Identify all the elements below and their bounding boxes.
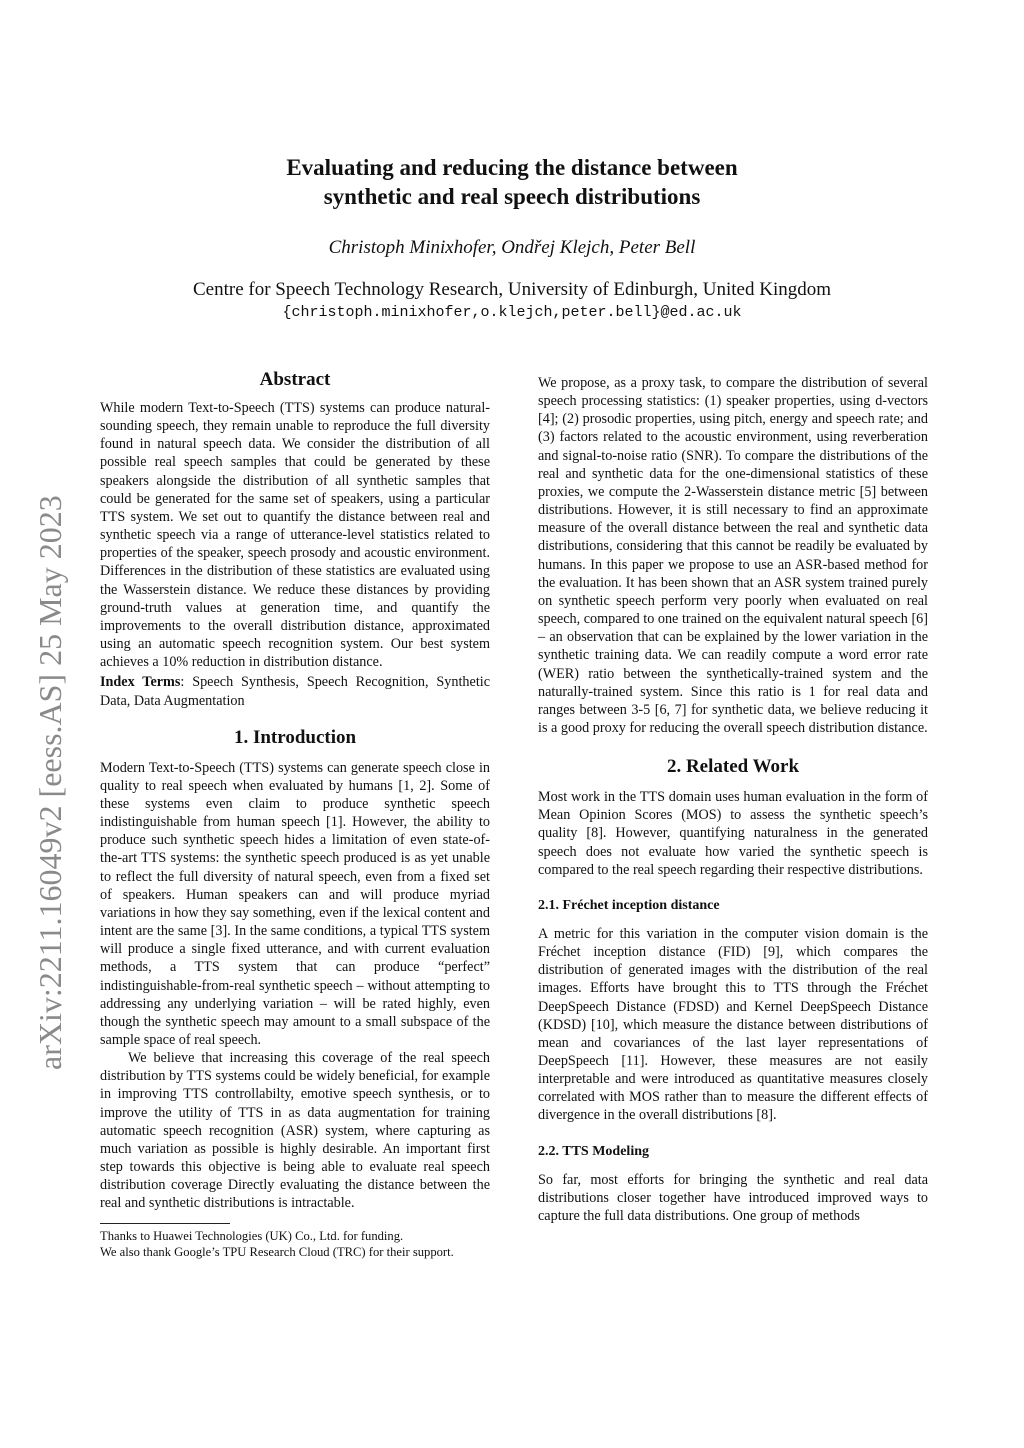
footnote-tpu: We also thank Google’s TPU Research Cloud (TRC) for their support. — [100, 1244, 454, 1259]
index-terms-list: : Speech Synthesis, Speech Recognition, Synthetic Data, Data Augmentation — [100, 674, 490, 709]
right-column — [538, 374, 928, 1225]
left-column — [100, 367, 490, 1260]
fid-paragraph: A metric for this variation in the computer vision domain is the Fréchet inception distance (FID) [9], which compares the distribution of generated images with the distribution of the real images. Efforts have brought this to TTS through the Fréchet DeepSpeech Distance (FDSD) and Kernel DeepSpeech Distance (KDSD) [10], which measure the distance between distributions of mean and covariances of the last layer representations of DeepSpeech [11]. However, these measures are not easily interpretable and were introduced as quantitative measures closely correlated with MOS rather than to measure the different effects of divergence in the overall distributions [8]. — [538, 925, 928, 1124]
title-line-1: Evaluating and reducing the distance between — [286, 155, 738, 180]
arxiv-identifier: arXiv:2211.16049v2 [eess.AS] 25 May 2023 — [32, 495, 68, 1070]
abstract-heading: Abstract — [259, 369, 331, 390]
intro-paragraph-2: We believe that increasing this coverage of the real speech distribution by TTS systems could be widely beneficial, for example in improving TTS controllabilty, emotive speech synthesis, or to improve the utility of TTS in as data augmentation for training automatic speech recognition (ASR) system, where capturing as much variation as possible is highly desirable. An important first step towards this objective is being able to evaluate real speech distribution coverage Directly evaluating the distance between the real and synthetic distributions is intractable. — [100, 1050, 490, 1212]
section-heading-related-work: 2. Related Work — [666, 756, 800, 778]
paper-title — [0, 153, 1024, 211]
author-emails: {christoph.minixhofer,o.klejch,peter.bell}@ed.ac.uk — [282, 304, 742, 321]
intro-paragraph-3: We propose, as a proxy task, to compare the distribution of several speech processing statistics: (1) speaker properties, using d-vectors [4]; (2) prosodic properties, using pitch, energy and speech rate; and (3) factors related to the acoustic environment, using reverberation and signal-to-noise ratio (SNR). To compare the distributions of the real and synthetic data for the one-dimensional statistics of these proxies, we compute the 2-Wasserstein distance metric [5] between distributions. However, it is still necessary to find an approximate measure of the overall distance between the real and synthetic data distributions, considering that this cannot be readily be evaluated by humans. In this paper we propose to use an ASR-based method for the evaluation. It has been shown that an ASR system trained purely on synthetic speech perform very poorly when evaluated on real speech, compared to one trained on the equivalent natural speech [6] – an observation that can be explained by the lower variation in the synthetic training data. We can readily compute a word error rate (WER) ratio between the synthetically-trained system and the naturally-trained system. Since this ratio is 1 for real data and ranges between 3-5 [6, 7] for synthetic data, we believe reducing it is a good proxy for reducing the overall speech distribution distance. — [538, 375, 928, 736]
abstract-text: While modern Text-to-Speech (TTS) systems can produce natural-sounding speech, they remain unable to reproduce the full diversity found in natural speech data. We consider the distribution of all possible real speech samples that could be generated by these speakers alongside the distribution of all synthetic samples that could be generated for the same set of speakers, using a particular TTS system. We set out to quantify the distance between real and synthetic speech via a range of utterance-level statistics related to properties of the speaker, speech prosody and acoustic environment. Differences in the distribution of these statistics are evaluated using the Wasserstein distance. We reduce these distances by providing ground-truth values at generation time, and quantify the improvements to the overall distribution distance, approximated using an automatic speech recognition system. Our best system achieves a 10% reduction in distribution distance. — [100, 400, 490, 671]
intro-paragraph-1: Modern Text-to-Speech (TTS) systems can generate speech close in quality to real speech when evaluated by humans [1, 2]. Some of these systems even claim to produce synthetic speech indistinguishable from human speech [1]. However, the ability to produce such synthetic speech hides a limitation of even state-of-the-art TTS systems: the synthetic speech produced is as yet unable to reflect the full diversity of natural speech, even from a fixed set of speakers. Human speakers can and will produce myriad variations in how they say something, even if the lexical content and intent are the same [3]. In the same conditions, a typical TTS system will produce a single fixed utterance, and with current evaluation methods, a TTS system that can produce “perfect” indistinguishable-from-real synthetic speech – without attempting to addressing any underlying variation – will be rated highly, even though the synthetic speech may amount to a small subspace of the sample space of real speech. — [100, 759, 490, 1048]
footnotes — [100, 1228, 490, 1260]
related-paragraph-1: Most work in the TTS domain uses human evaluation in the form of Mean Opinion Scores (MOS) to assess the synthetic speech’s quality [8]. However, quantifying naturalness in the generated speech does not evaluate how varied the synthetic speech is compared to the real speech regarding their respective distributions. — [538, 789, 928, 878]
section-heading-introduction: 1. Introduction — [233, 726, 357, 748]
footnote-funding: Thanks to Huawei Technologies (UK) Co., Ltd. for funding. — [100, 1228, 404, 1243]
footnote-divider — [100, 1223, 230, 1224]
affiliation: Centre for Speech Technology Research, University of Edinburgh, United Kingdom — [192, 279, 832, 300]
subsection-heading-tts-modeling: 2.2. TTS Modeling — [538, 1143, 649, 1159]
index-terms — [100, 673, 490, 709]
tts-modeling-paragraph: So far, most efforts for bringing the synthetic and real data distributions closer together have introduced improved ways to capture the full data distributions. One group of methods — [538, 1171, 928, 1224]
subsection-heading-fid: 2.1. Fréchet inception distance — [538, 897, 720, 913]
author-list: Christoph Minixhofer, Ondřej Klejch, Peter Bell — [328, 237, 696, 258]
title-line-2: synthetic and real speech distributions — [323, 184, 701, 209]
index-terms-label: Index Terms — [100, 674, 181, 691]
